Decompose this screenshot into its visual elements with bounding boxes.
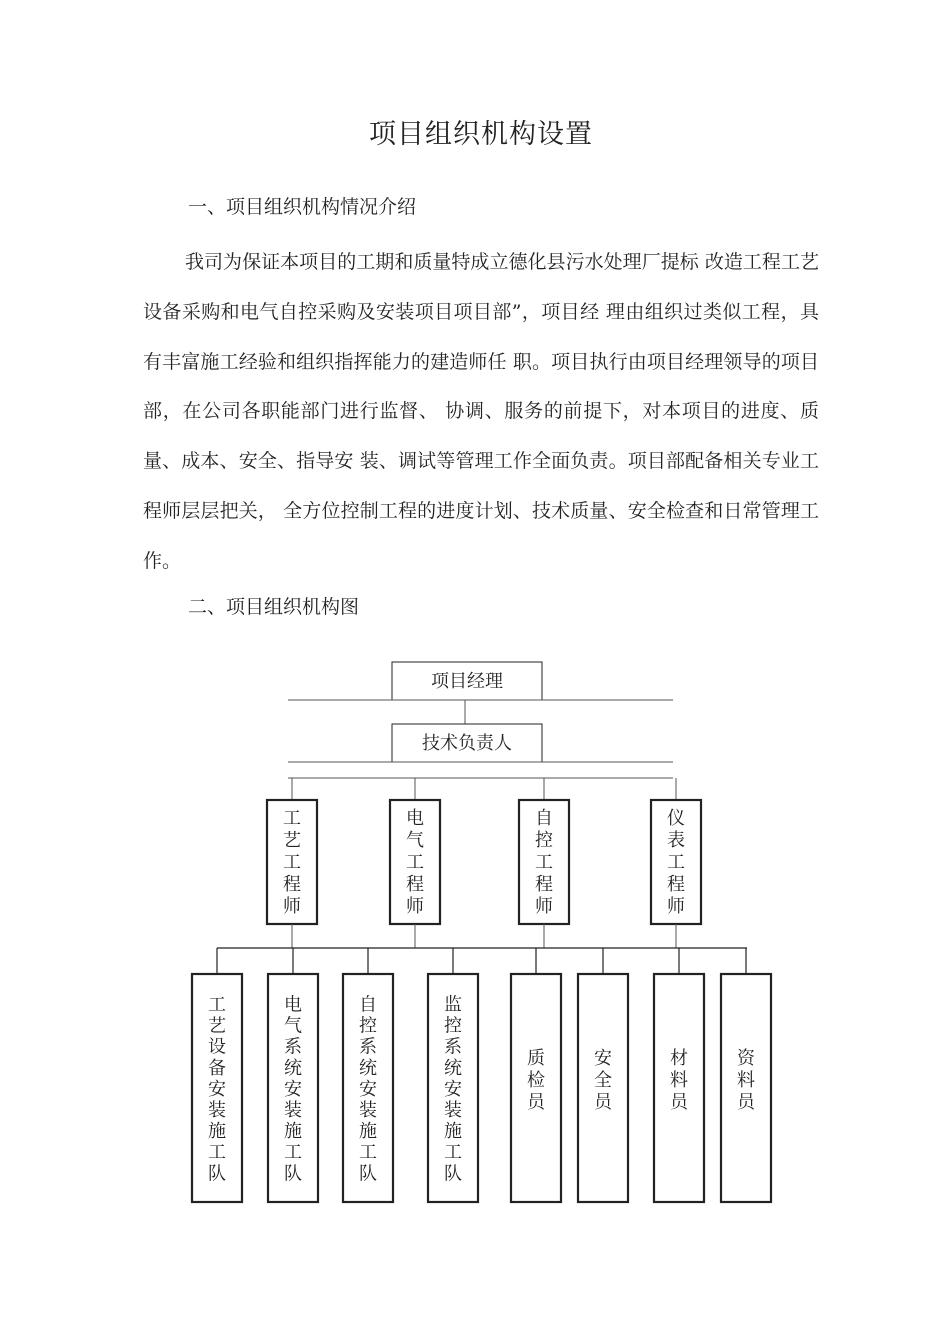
team-label-char: 备 [208,1057,226,1079]
manager-label: 项目经理 [431,671,503,692]
team-label-char: 全 [594,1070,612,1092]
engineer-label-char: 控 [535,830,553,852]
engineer-label-char: 程 [283,874,301,896]
team-label-char: 质 [527,1048,545,1070]
team-label-char: 员 [737,1092,755,1114]
engineer-label-char: 仪 [667,808,685,830]
engineer-label-char: 师 [283,896,301,918]
engineer-label-char: 程 [406,874,424,896]
team-label-char: 工 [444,1142,462,1164]
team-label-char: 电 [284,994,302,1016]
engineer-label-char: 程 [667,874,685,896]
tech-lead-label: 技术负责人 [422,733,512,754]
team-label-char: 统 [359,1057,377,1079]
team-label-char: 料 [670,1070,688,1092]
team-label-char: 装 [444,1100,462,1122]
team-label-char: 统 [444,1057,462,1079]
engineer-label-char: 工 [283,852,301,874]
engineer-label-char: 工 [406,852,424,874]
team-label-char: 设 [208,1036,226,1058]
team-label-char: 安 [444,1078,462,1100]
team-label-char: 装 [359,1100,377,1122]
team-label-char: 安 [284,1078,302,1100]
page-title: 项目组织机构设置 [369,119,593,150]
team-label-char: 施 [208,1121,226,1143]
section1-heading: 一、项目组织机构情况介绍 [188,196,417,218]
engineer-label-char: 电 [406,808,424,830]
engineer-label-char: 工 [667,852,685,874]
team-label-char: 员 [527,1092,545,1114]
team-label-char: 工 [208,1142,226,1164]
intro-paragraph: 我司为保证本项目的工期和质量特成立德化县污水处理厂提标 改造工程工艺设备采购和电气自控采购及安装项目项目部”，项目经 理由组织过类似工程，具有丰富施工经验和组织指挥能力的建造师任 职。项目执行由项目经理领导的项目部，在公司各职能部门进行监督、 协调、服务的前提下，对本项目的进度、质量、成本、安全、指导安 装、调试等管理工作全面负责。项目部配备相关专业工程师层层把关， 全方位控制工程的进度计划、技术质量、安全检查和日常管理工作。 [143,251,819,572]
team-label-char: 控 [444,1015,462,1037]
team-label-char: 料 [737,1070,755,1092]
team-label-char: 员 [594,1092,612,1114]
team-label-char: 队 [444,1163,462,1185]
team-label-char: 系 [444,1036,462,1058]
engineer-label-char: 表 [667,830,685,852]
team-label-char: 安 [594,1048,612,1070]
team-label-char: 材 [670,1048,688,1070]
team-label-char: 自 [359,994,377,1016]
engineer-label-char: 艺 [283,830,301,852]
team-label-char: 资 [737,1048,755,1070]
team-label-char: 统 [284,1057,302,1079]
team-label-char: 队 [208,1163,226,1185]
team-label-char: 装 [284,1100,302,1122]
team-label-char: 员 [670,1092,688,1114]
section2-heading: 二、项目组织机构图 [188,596,360,618]
team-label-char: 工 [359,1142,377,1164]
team-label-char: 施 [444,1121,462,1143]
engineer-label-char: 程 [535,874,553,896]
team-label-char: 检 [527,1070,545,1092]
team-label-char: 系 [359,1036,377,1058]
team-label-char: 队 [359,1163,377,1185]
team-label-char: 队 [284,1163,302,1185]
engineer-label-char: 师 [667,896,685,918]
team-label-char: 工 [284,1142,302,1164]
engineer-label-char: 气 [406,830,424,852]
team-label-char: 系 [284,1036,302,1058]
team-label-char: 监 [444,994,462,1016]
team-label-char: 艺 [208,1015,226,1037]
team-label-char: 控 [359,1015,377,1037]
engineer-label-char: 自 [535,808,553,830]
engineer-label-char: 工 [535,852,553,874]
team-label-char: 装 [208,1100,226,1122]
engineer-label-char: 工 [283,808,301,830]
engineer-label-char: 师 [406,896,424,918]
team-label-char: 气 [284,1015,302,1037]
team-label-char: 工 [208,994,226,1016]
team-label-char: 施 [359,1121,377,1143]
team-label-char: 施 [284,1121,302,1143]
team-label-char: 安 [208,1078,226,1100]
engineer-label-char: 师 [535,896,553,918]
team-label-char: 安 [359,1078,377,1100]
